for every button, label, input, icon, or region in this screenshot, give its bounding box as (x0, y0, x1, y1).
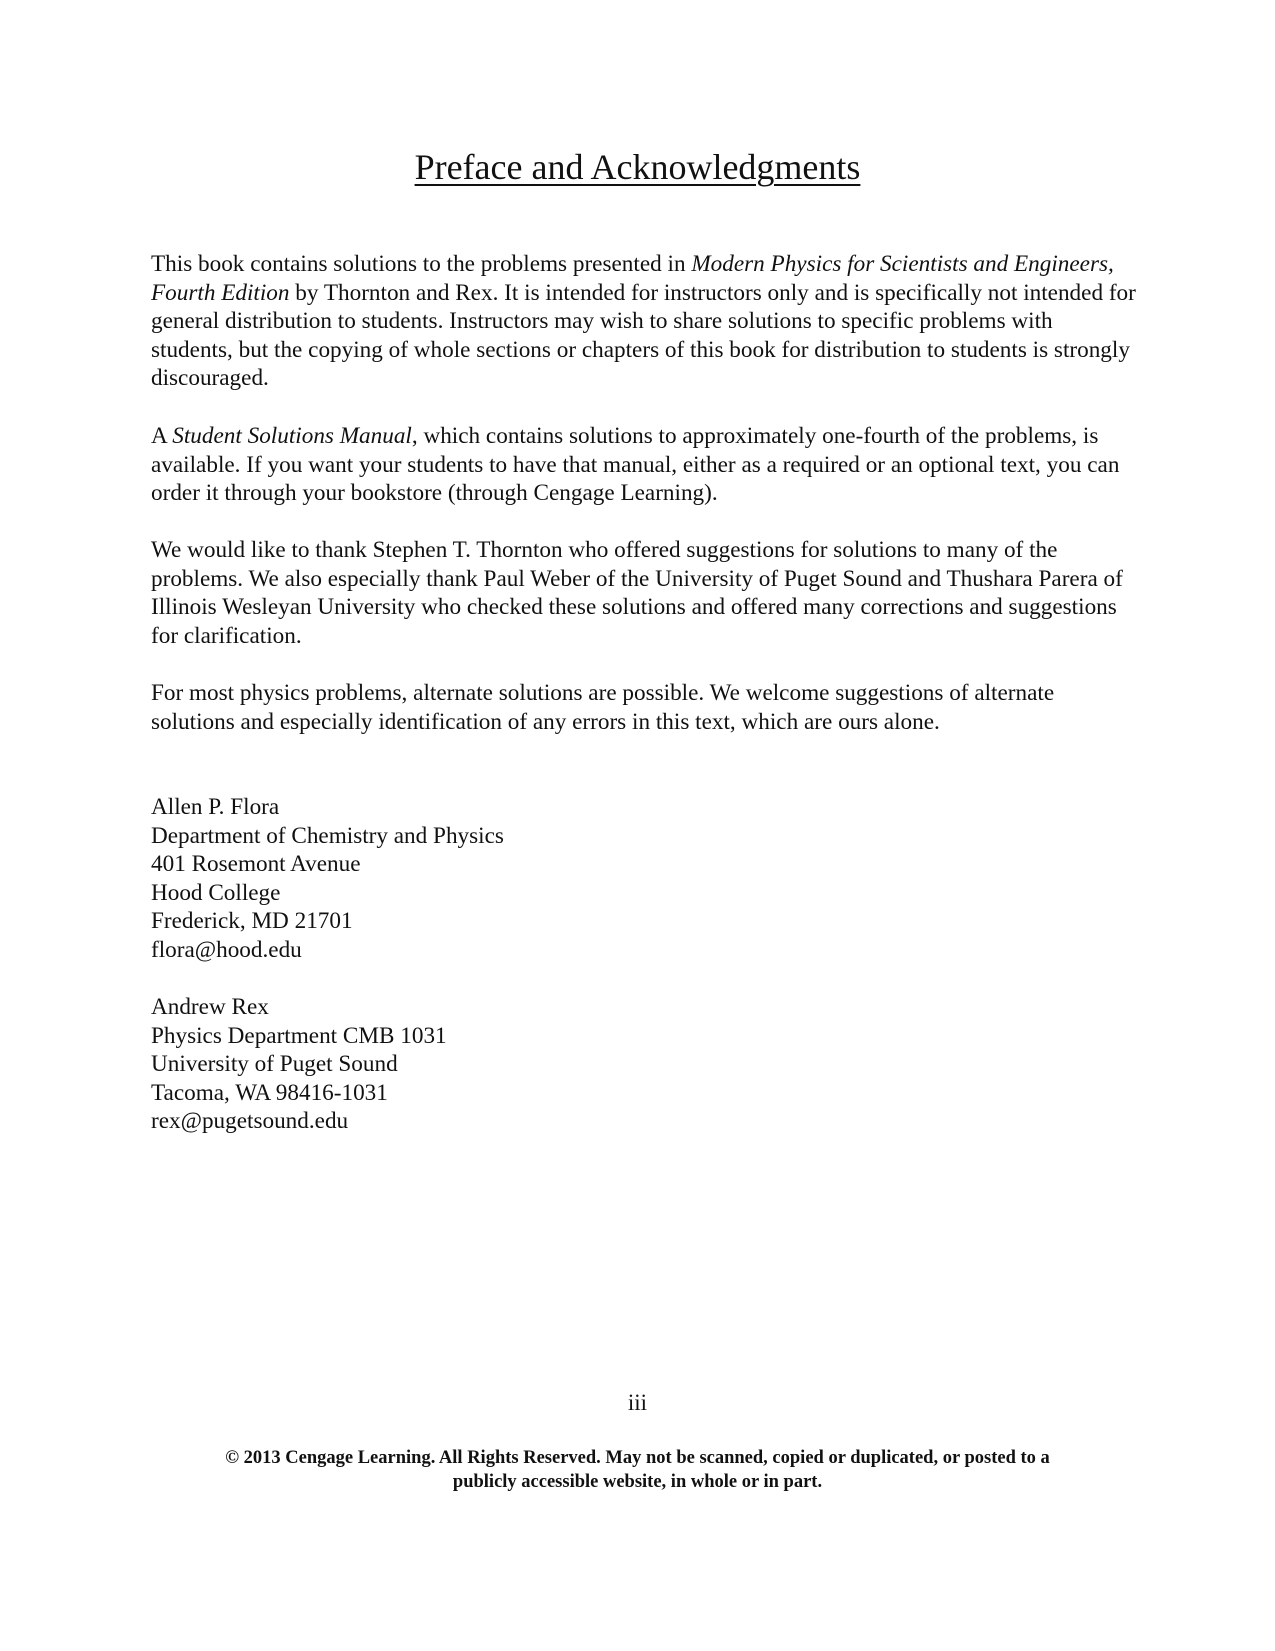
author-email: flora@hood.edu (151, 936, 302, 963)
page-number: iii (627, 1390, 648, 1415)
copyright-line-2: publicly accessible website, in whole or in part. (452, 1472, 823, 1492)
student-manual-title: Student Solutions Manual (172, 423, 412, 449)
copyright-notice (0, 1446, 1275, 1494)
address-line: Physics Department CMB 1031 (151, 1022, 447, 1049)
paragraph-intro-text-a: This book contains solutions to the problems presented in (151, 251, 692, 277)
address-line: University of Puget Sound (151, 1051, 398, 1078)
paragraph-thanks: We would like to thank Stephen T. Thornton who offered suggestions for solutions to many of the problems. We also especially thank Paul Weber of the University of Puget Sound and Thushara Parera of Illinois Wesleyan University who checked these solutions and offered many corrections and suggestions for clarification. (151, 537, 1123, 649)
copyright-line-1: © 2013 Cengage Learning. All Rights Reserved. May not be scanned, copied or duplicated, or posted to a (225, 1448, 1050, 1468)
paragraph-intro-text-c: by Thornton and Rex. It is intended for instructors only and is specifically not intended for general distribution to students. Instructors may wish to share solutions to specific problems with students, but the copying of whole sections or chapters of this book for distribution to students is strongly discouraged. (151, 279, 1136, 391)
address-line: Hood College (151, 879, 281, 906)
paragraph-student-manual (151, 422, 1136, 508)
address-line: Tacoma, WA 98416-1031 (151, 1079, 388, 1106)
author-email: rex@pugetsound.edu (151, 1108, 349, 1135)
paragraph-intro (151, 250, 1136, 393)
address-line: Andrew Rex (151, 994, 269, 1020)
paragraph-student-manual-text-a: A (151, 423, 173, 449)
address-line: 401 Rosemont Avenue (151, 851, 361, 878)
author-address-rex (151, 993, 447, 1136)
book-title-reference: Modern Physics for Scientists and Engineers, Fourth Edition (151, 251, 1114, 306)
author-address-flora (151, 793, 504, 965)
address-line: Allen P. Flora (151, 794, 280, 820)
address-line: Department of Chemistry and Physics (151, 822, 504, 849)
page-title: Preface and Acknowledgments (414, 147, 861, 187)
paragraph-alternate-solutions: For most physics problems, alternate solutions are possible. We welcome suggestions of alternate solutions and especially identification of any errors in this text, which are ours alone. (151, 680, 1055, 735)
paragraph-student-manual-text-c: , which contains solutions to approximately one-fourth of the problems, is available. If you want your students to have that manual, either as a required or an optional text, you can order it through your bookstore (through Cengage Learning). (151, 423, 1120, 506)
address-line: Frederick, MD 21701 (151, 908, 353, 935)
